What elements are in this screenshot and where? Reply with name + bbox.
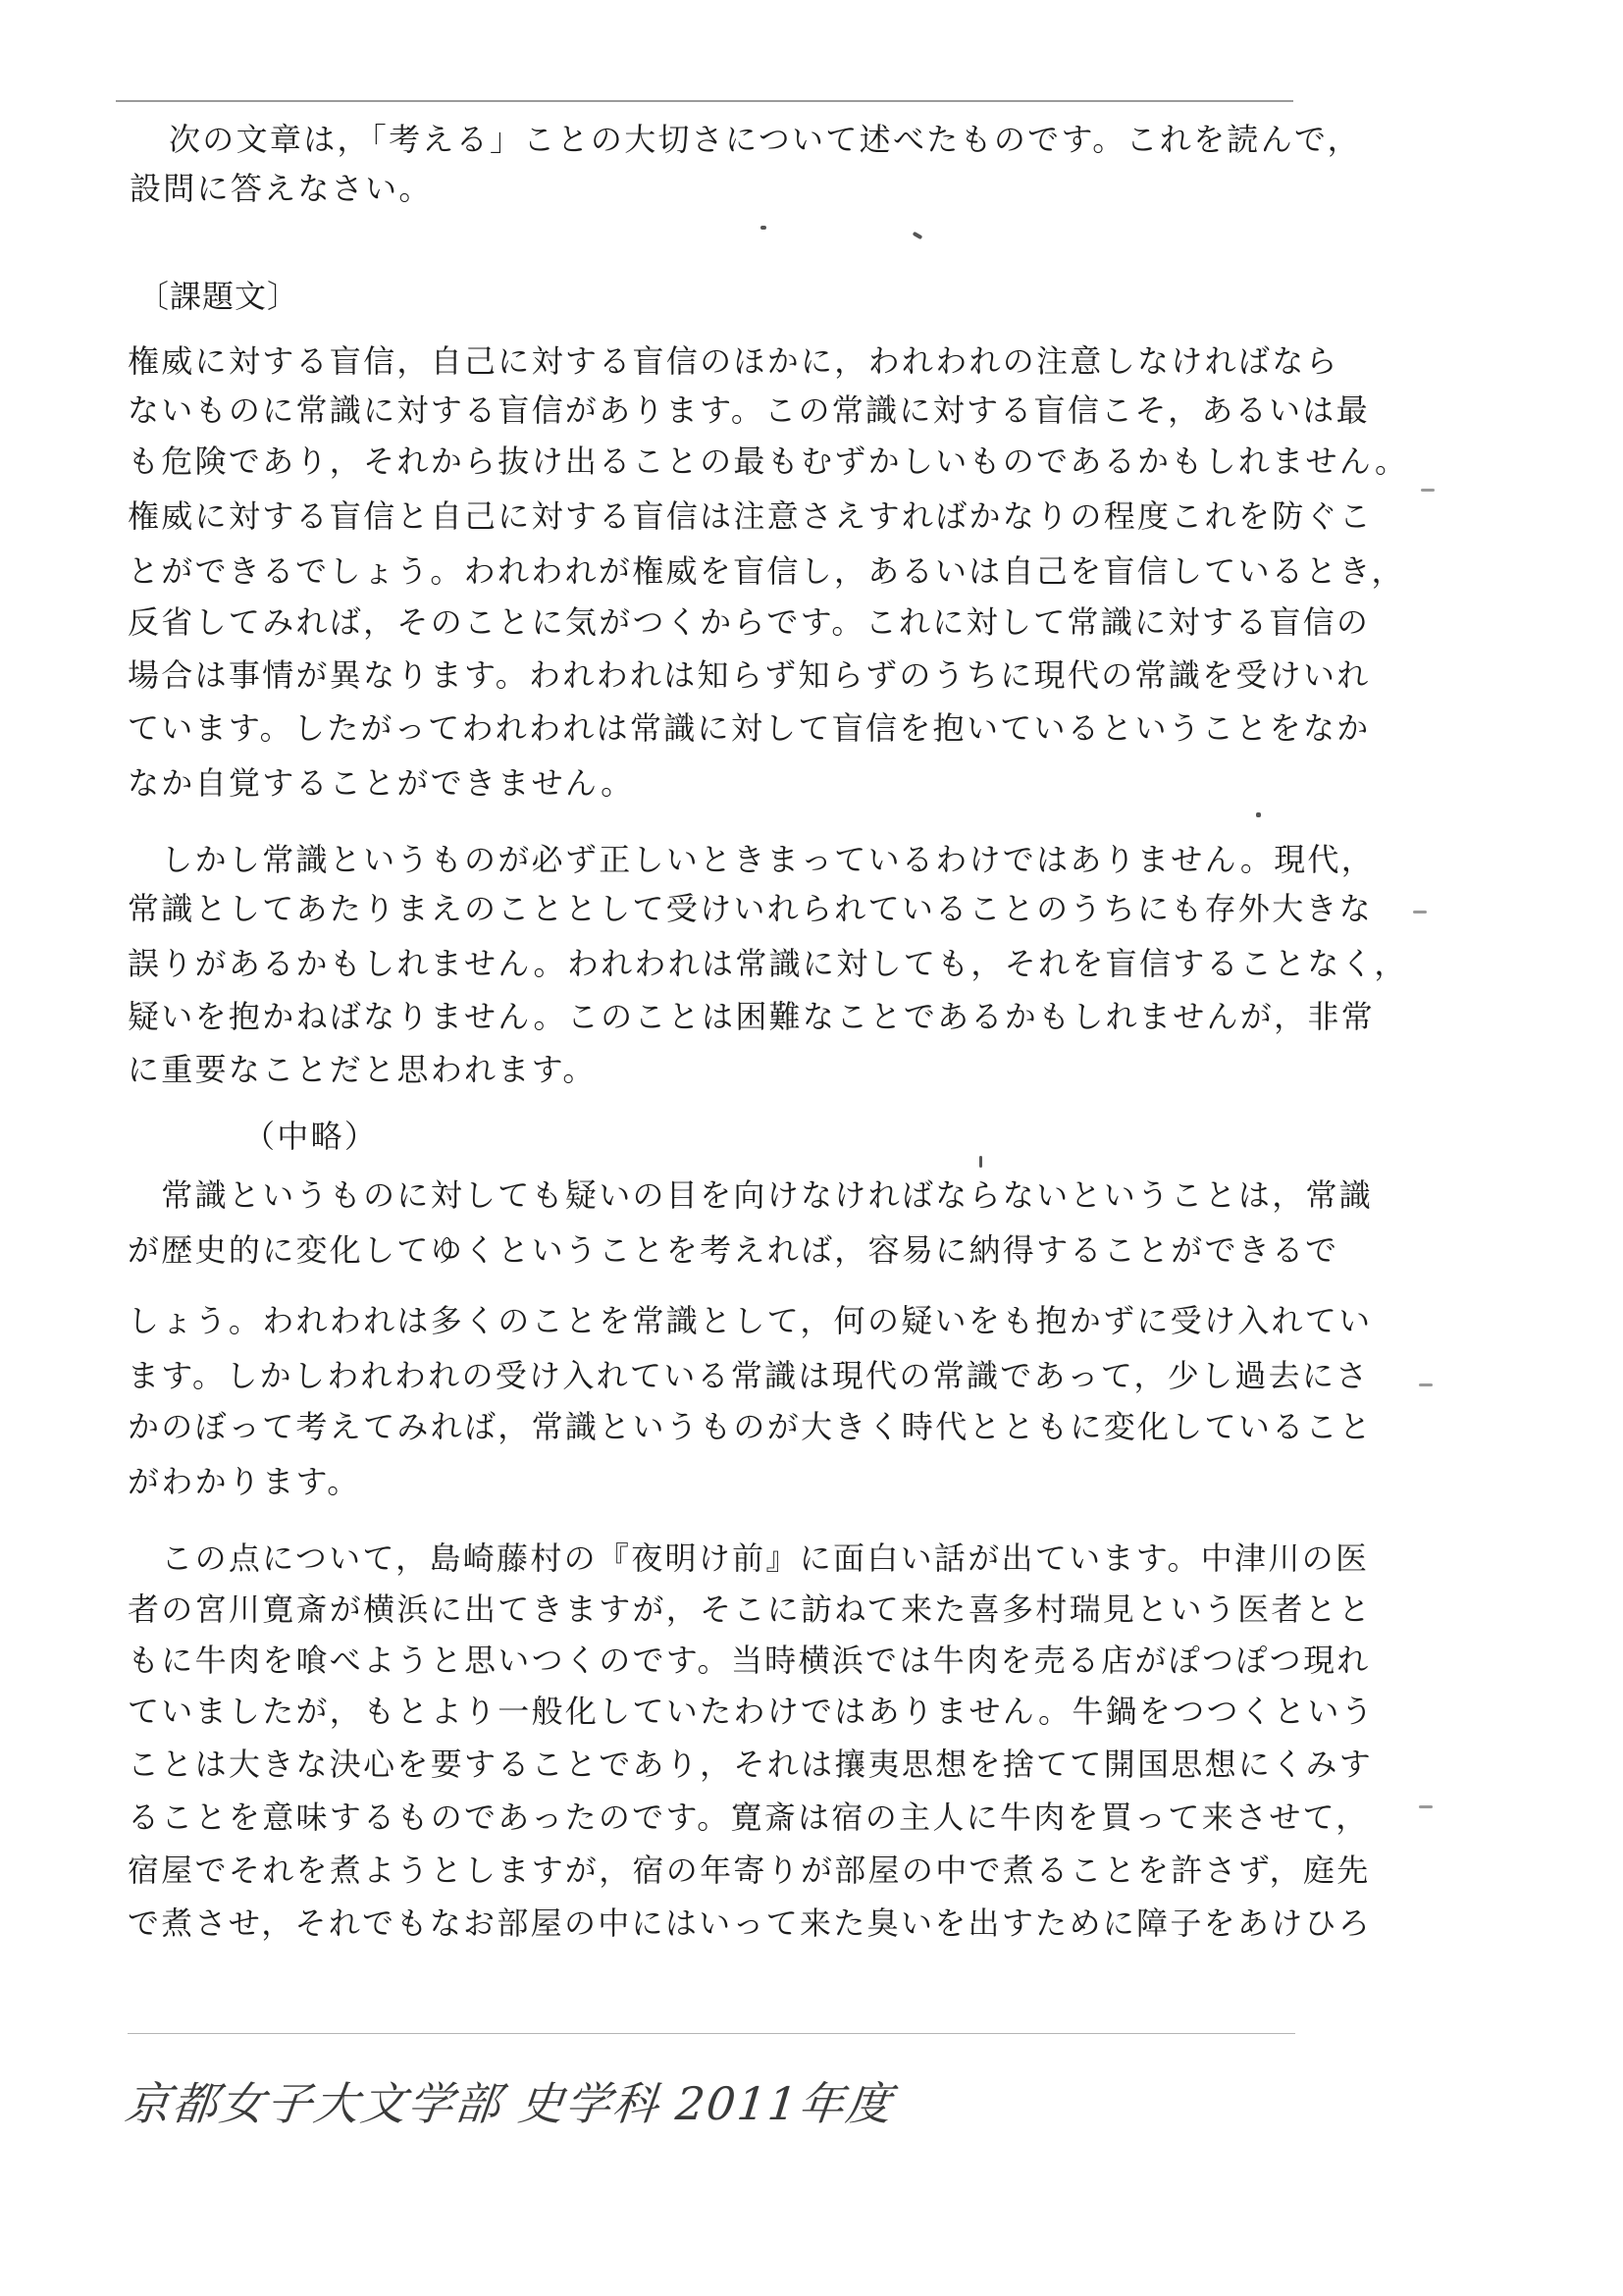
passage-line: 誤りがあるかもしれません。われわれは常識に対しても，それを盲信することなく， <box>128 945 1408 982</box>
passage-line: ることを意味するものであったのです。寛斎は宿の主人に牛肉を買って来させて， <box>128 1799 1370 1836</box>
handwritten-note: 京都女子大文学部 史学科 2011年度 <box>122 2077 896 2130</box>
passage-line: この点について，島崎藤村の『夜明け前』に面白い話が出ています。中津川の医 <box>128 1539 1370 1577</box>
passage-line: とができるでしょう。われわれが権威を盲信し，あるいは自己を盲信しているとき， <box>128 552 1405 590</box>
passage-line: （中略） <box>243 1118 379 1155</box>
scan-speck <box>1421 489 1435 492</box>
passage-line: で煮させ，それでもなお部屋の中にはいって来た臭いを出すために障子をあけひろ <box>128 1905 1373 1942</box>
passage-line: 反省してみれば，そのことに気がつくからです。これに対して常識に対する盲信の <box>128 603 1371 641</box>
passage-line: ないものに常識に対する盲信があります。この常識に対する盲信こそ，あるいは最 <box>128 391 1370 429</box>
section-heading: 〔課題文〕 <box>137 278 300 315</box>
scan-speck <box>1419 1383 1433 1386</box>
scan-speck <box>760 226 766 230</box>
scan-speck <box>1256 812 1261 817</box>
passage-line: ことは大きな決心を要することであり，それは攘夷思想を捨てて開国思想にくみす <box>128 1746 1374 1783</box>
passage-line: も危険であり，それから抜け出ることの最もむずかしいものであるかもしれません。 <box>128 443 1409 480</box>
passage-line: 権威に対する盲信と自己に対する盲信は注意さえすればかなりの程度これを防ぐこ <box>128 497 1374 535</box>
passage-line: ていましたが，もとより一般化していたわけではありません。牛鍋をつつくという <box>128 1693 1376 1730</box>
passage-line: がわかります。 <box>128 1463 361 1500</box>
passage-line: 権威に対する盲信，自己に対する盲信のほかに，われわれの注意しなければなら <box>128 342 1339 380</box>
passage-line: ています。したがってわれわれは常識に対して盲信を抱いているということをなか <box>128 709 1371 747</box>
passage-line: 常識としてあたりまえのこととして受けいれられていることのうちにも存外大きな <box>128 890 1374 927</box>
passage-line: に重要なことだと思われます。 <box>128 1051 597 1088</box>
passage-line: 者の宮川寛斎が横浜に出てきますが，そこに訪ねて来た喜多村瑞見という医者とと <box>128 1591 1373 1628</box>
passage-line: もに牛肉を喰べようと思いつくのです。当時横浜では牛肉を売る店がぽつぽつ現れ <box>128 1642 1371 1679</box>
passage-line: かのぼって考えてみれば，常識というものが大きく時代とともに変化していること <box>128 1408 1374 1445</box>
passage-line: 場合は事情が異なります。われわれは知らず知らずのうちに現代の常識を受けいれ <box>128 656 1371 694</box>
scan-speck <box>979 1156 982 1168</box>
scan-speck <box>1413 911 1427 913</box>
scan-speck <box>1419 1805 1433 1808</box>
passage-line: 常識というものに対しても疑いの目を向けなければならないということは，常識 <box>128 1176 1374 1214</box>
passage-line: が歴史的に変化してゆくということを考えれば，容易に納得することができるで <box>128 1231 1339 1269</box>
intro-line-1: 次の文章は，「考える」ことの大切さについて述べたものです。これを読んで， <box>169 121 1361 158</box>
passage-line: しかし常識というものが必ず正しいときまっているわけではありません。現代， <box>128 841 1376 878</box>
top-rule <box>116 100 1293 102</box>
passage-line: ます。しかしわれわれの受け入れている常識は現代の常識であって，少し過去にさ <box>128 1357 1370 1394</box>
passage-line: しょう。われわれは多くのことを常識として，何の疑いをも抱かずに受け入れてい <box>128 1302 1373 1339</box>
scan-speck <box>913 232 923 239</box>
passage-line: 疑いを抱かねばなりません。このことは困難なことであるかもしれませんが，非常 <box>128 998 1376 1035</box>
passage-line: 宿屋でそれを煮ようとしますが，宿の年寄りが部屋の中で煮ることを許さず，庭先 <box>128 1852 1371 1889</box>
intro-line-2: 設問に答えなさい。 <box>130 170 433 207</box>
bottom-rule <box>128 2033 1295 2034</box>
passage-line: なか自覚することができません。 <box>128 764 635 802</box>
